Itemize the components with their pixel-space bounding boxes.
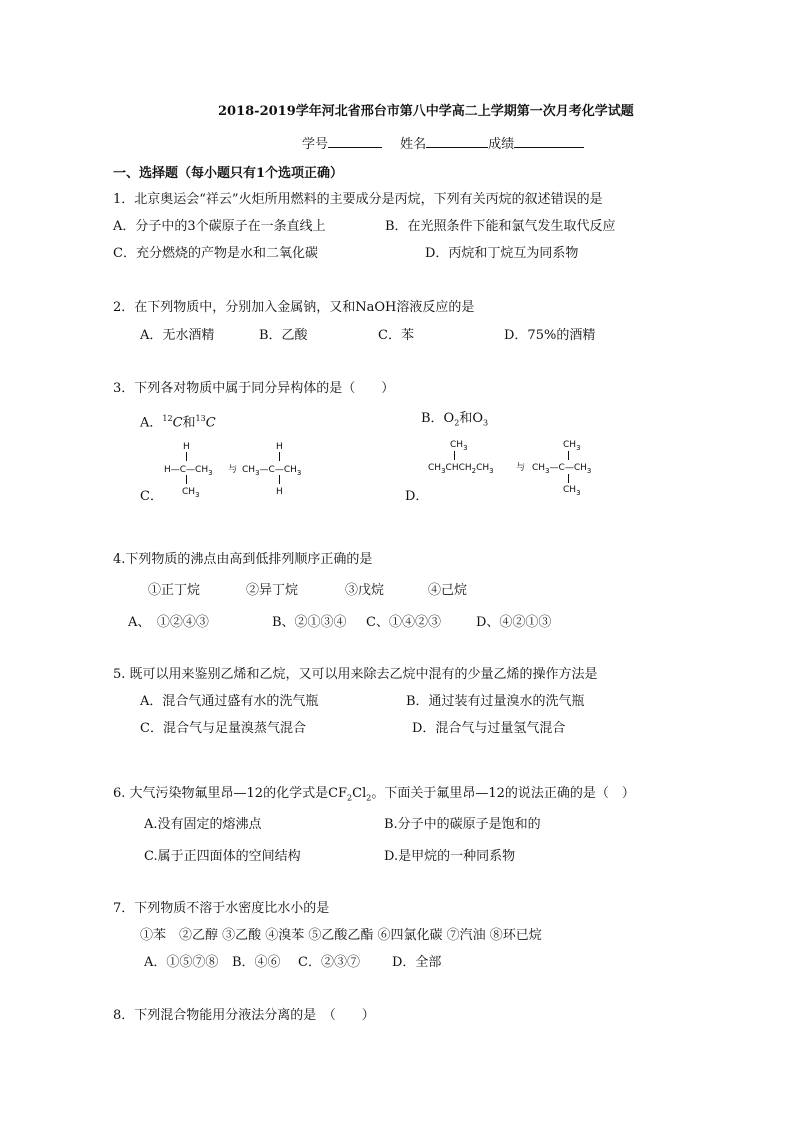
q3-option-d-label: D． — [405, 489, 429, 504]
q4-stem: 4.下列物质的沸点由高到低排列顺序正确的是 — [113, 552, 373, 567]
section-title: 一、选择题（每小题只有1个选项正确） — [113, 166, 344, 181]
q7-option-c: C．②③⑦ — [298, 955, 360, 970]
q2-option-a: A．无水酒精 — [140, 328, 215, 343]
q8-stem: 8．下列混合物能用分液法分离的是 （ ） — [113, 1008, 375, 1023]
q2-option-d: D．75%的酒精 — [504, 328, 596, 343]
q3-option-b: B．$O_2$和$O_3$ — [421, 411, 489, 428]
student-id-field[interactable] — [328, 135, 382, 148]
q4-option-d: D、④②①③ — [476, 615, 552, 630]
q7-option-b: B．④⑥ — [232, 955, 281, 970]
student-id-label: 学号 — [302, 137, 329, 152]
q6-option-b: B.分子中的碳原子是饱和的 — [384, 817, 541, 832]
q7-option-a: A．①⑤⑦⑧ — [144, 955, 219, 970]
q6-option-c: C.属于正四面体的空间结构 — [144, 849, 301, 864]
score-label: 成绩 — [488, 137, 515, 152]
q1-stem: 1．北京奥运会“祥云”火炬所用燃料的主要成分是丙烷，下列有关丙烷的叙述错误的是 — [113, 192, 603, 207]
q6-option-a: A.没有固定的熔沸点 — [144, 817, 262, 832]
q4-item-1: ①正丁烷 — [148, 583, 201, 598]
q7-stem: 7．下列物质不溶于水密度比水小的是 — [113, 901, 330, 916]
q4-item-4: ④己烷 — [428, 583, 468, 598]
q4-item-2: ②异丁烷 — [246, 583, 299, 598]
page-title: 2018-2019学年河北省邢台市第八中学高二上学期第一次月考化学试题 — [218, 104, 634, 119]
q4-option-a: A、 ①②④③ — [128, 615, 209, 630]
q6-stem: 6. 大气污染物氟里昂—12的化学式是$CF_2Cl_2$。下面关于氟里昂—12的说法正确的是（ ） — [113, 786, 635, 803]
q5-stem: 5. 既可以用来鉴别乙烯和乙烷，又可以用来除去乙烷中混有的少量乙烯的操作方法是 — [113, 667, 598, 682]
q3-option-c-label: C． — [140, 489, 163, 504]
q5-option-b: B．通过装有过量溴水的洗气瓶 — [406, 694, 585, 709]
student-info-line — [302, 135, 584, 153]
q1-option-c: C．充分燃烧的产物是水和二氧化碳 — [113, 246, 318, 261]
q1-option-a: A．分子中的3个碳原子在一条直线上 — [113, 219, 326, 234]
name-label: 姓名 — [400, 137, 427, 152]
q1-option-d: D．丙烷和丁烷互为同系物 — [425, 246, 579, 261]
q7-items: ①苯 ②乙醇 ③乙酸 ④溴苯 ⑤乙酸乙酯 ⑥四氯化碳 ⑦汽油 ⑧环已烷 — [140, 928, 542, 943]
q6-option-d: D.是甲烷的一种同系物 — [384, 849, 516, 864]
q3-d-structures: $CH_3$ $CH_3CHCH_2CH_3$ 与 $CH_3$ $CH_3—C—CH_3$ $CH_3$ — [428, 440, 592, 497]
name-field[interactable] — [426, 135, 488, 148]
q1-option-b: B．在光照条件下能和氯气发生取代反应 — [385, 219, 616, 234]
q4-item-3: ③戊烷 — [345, 583, 385, 598]
q4-option-b: B、②①③④ — [272, 615, 347, 630]
q3-option-a: A．$^{12}$C和$^{13}$C — [140, 414, 216, 431]
q5-option-a: A．混合气通过盛有水的洗气瓶 — [140, 694, 319, 709]
q3-c-structures: H $H—C—CH_3$ $CH_3$ 与 H $CH_3—C—CH_3$ H — [164, 442, 302, 499]
q2-option-b: B．乙酸 — [259, 328, 308, 343]
q5-option-d: D．混合气与过量氢气混合 — [412, 721, 566, 736]
q5-option-c: C．混合气与足量溴蒸气混合 — [140, 721, 306, 736]
q7-option-d: D．全部 — [392, 955, 442, 970]
q3-stem: 3．下列各对物质中属于同分异构体的是（ ） — [113, 381, 395, 396]
q2-option-c: C．苯 — [378, 328, 414, 343]
q4-option-c: C、①④②③ — [366, 615, 441, 630]
q2-stem: 2．在下列物质中，分别加入金属钠，又和NaOH溶液反应的是 — [113, 300, 475, 315]
score-field[interactable] — [514, 135, 584, 148]
